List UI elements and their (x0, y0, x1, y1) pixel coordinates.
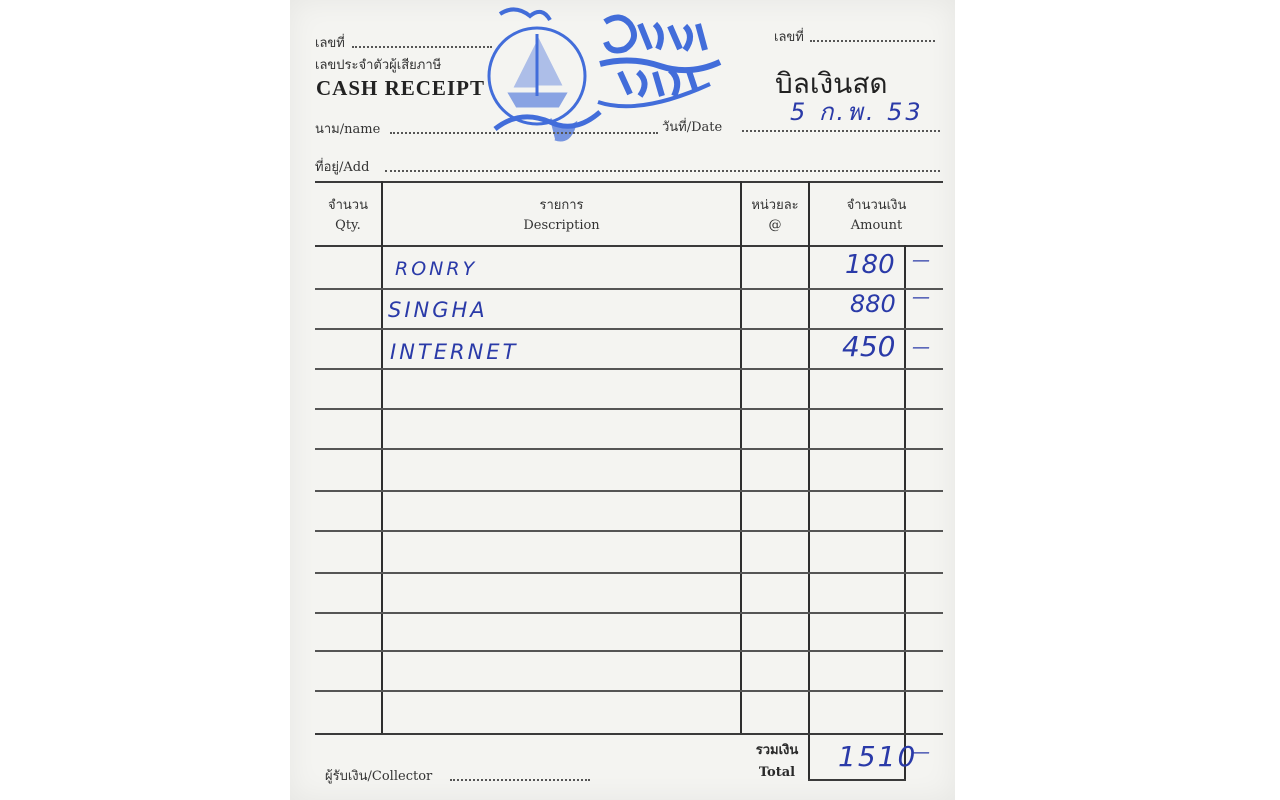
item-description: INTERNET (390, 340, 519, 364)
unit-price-header (742, 196, 808, 236)
name-line (390, 132, 658, 134)
logo-stamp (598, 17, 720, 106)
description-header (383, 196, 740, 236)
description-header-en: Description (523, 218, 600, 233)
item-amount: 880 (850, 290, 896, 318)
amount-header-th: จำนวนเงิน (846, 198, 907, 213)
receipt-number-line-right (810, 40, 935, 42)
table-row-line (315, 650, 943, 652)
address-line (385, 170, 940, 172)
table-row-line (315, 490, 943, 492)
collector-line (450, 779, 590, 781)
address-label: ที่อยู่/Add (315, 160, 370, 175)
table-row-line (315, 288, 943, 290)
handwritten-date: 5 ก.พ. 53 (790, 98, 924, 126)
cash-receipt (290, 0, 955, 800)
total-label (752, 740, 802, 784)
unit-price-header-th: หน่วยละ (751, 198, 799, 213)
table-top-border (315, 181, 943, 183)
amount-header-en: Amount (850, 218, 903, 233)
cash-receipt-title: CASH RECEIPT (316, 76, 485, 100)
receipt-number-label-left: เลขที่ (315, 36, 345, 51)
thai-title: บิลเงินสด (775, 67, 888, 100)
qty-header-th: จำนวน (328, 198, 368, 213)
table-row-line (315, 448, 943, 450)
name-label: นาม/name (315, 122, 381, 137)
item-amount: 180 (845, 250, 895, 280)
total-cents: — (912, 742, 930, 763)
column-divider-cents (904, 245, 906, 781)
total-label-th: รวมเงิน (755, 743, 799, 758)
table-row-line (315, 408, 943, 410)
date-line (742, 130, 940, 132)
table-row-line (315, 530, 943, 532)
tax-id-label: เลขประจำตัวผู้เสียภาษี (315, 58, 442, 73)
total-box-bottom (808, 779, 906, 781)
item-cents: — (912, 250, 930, 271)
item-description: RONRY (395, 258, 478, 280)
qty-header-en: Qty. (335, 218, 361, 233)
table-row-line (315, 612, 943, 614)
receipt-number-label-right: เลขที่ (774, 30, 804, 45)
item-amount: 450 (842, 330, 896, 363)
amount-header (810, 196, 943, 236)
total-amount: 1510 (838, 740, 918, 773)
table-row-line (315, 368, 943, 370)
receipt-number-line-left (352, 46, 492, 48)
total-label-en: Total (758, 765, 796, 780)
table-bottom-border (315, 733, 943, 735)
date-label: วันที่/Date (662, 120, 723, 135)
unit-price-header-en: @ (768, 218, 782, 233)
qty-header (315, 196, 381, 236)
item-cents: — (912, 337, 930, 358)
description-header-th: รายการ (539, 198, 584, 213)
table-row-line (315, 572, 943, 574)
item-description: SINGHA (388, 298, 488, 322)
table-header-bottom-border (315, 245, 943, 247)
item-cents: — (912, 287, 930, 308)
collector-label: ผู้รับเงิน/Collector (325, 769, 433, 784)
table-row-line (315, 690, 943, 692)
